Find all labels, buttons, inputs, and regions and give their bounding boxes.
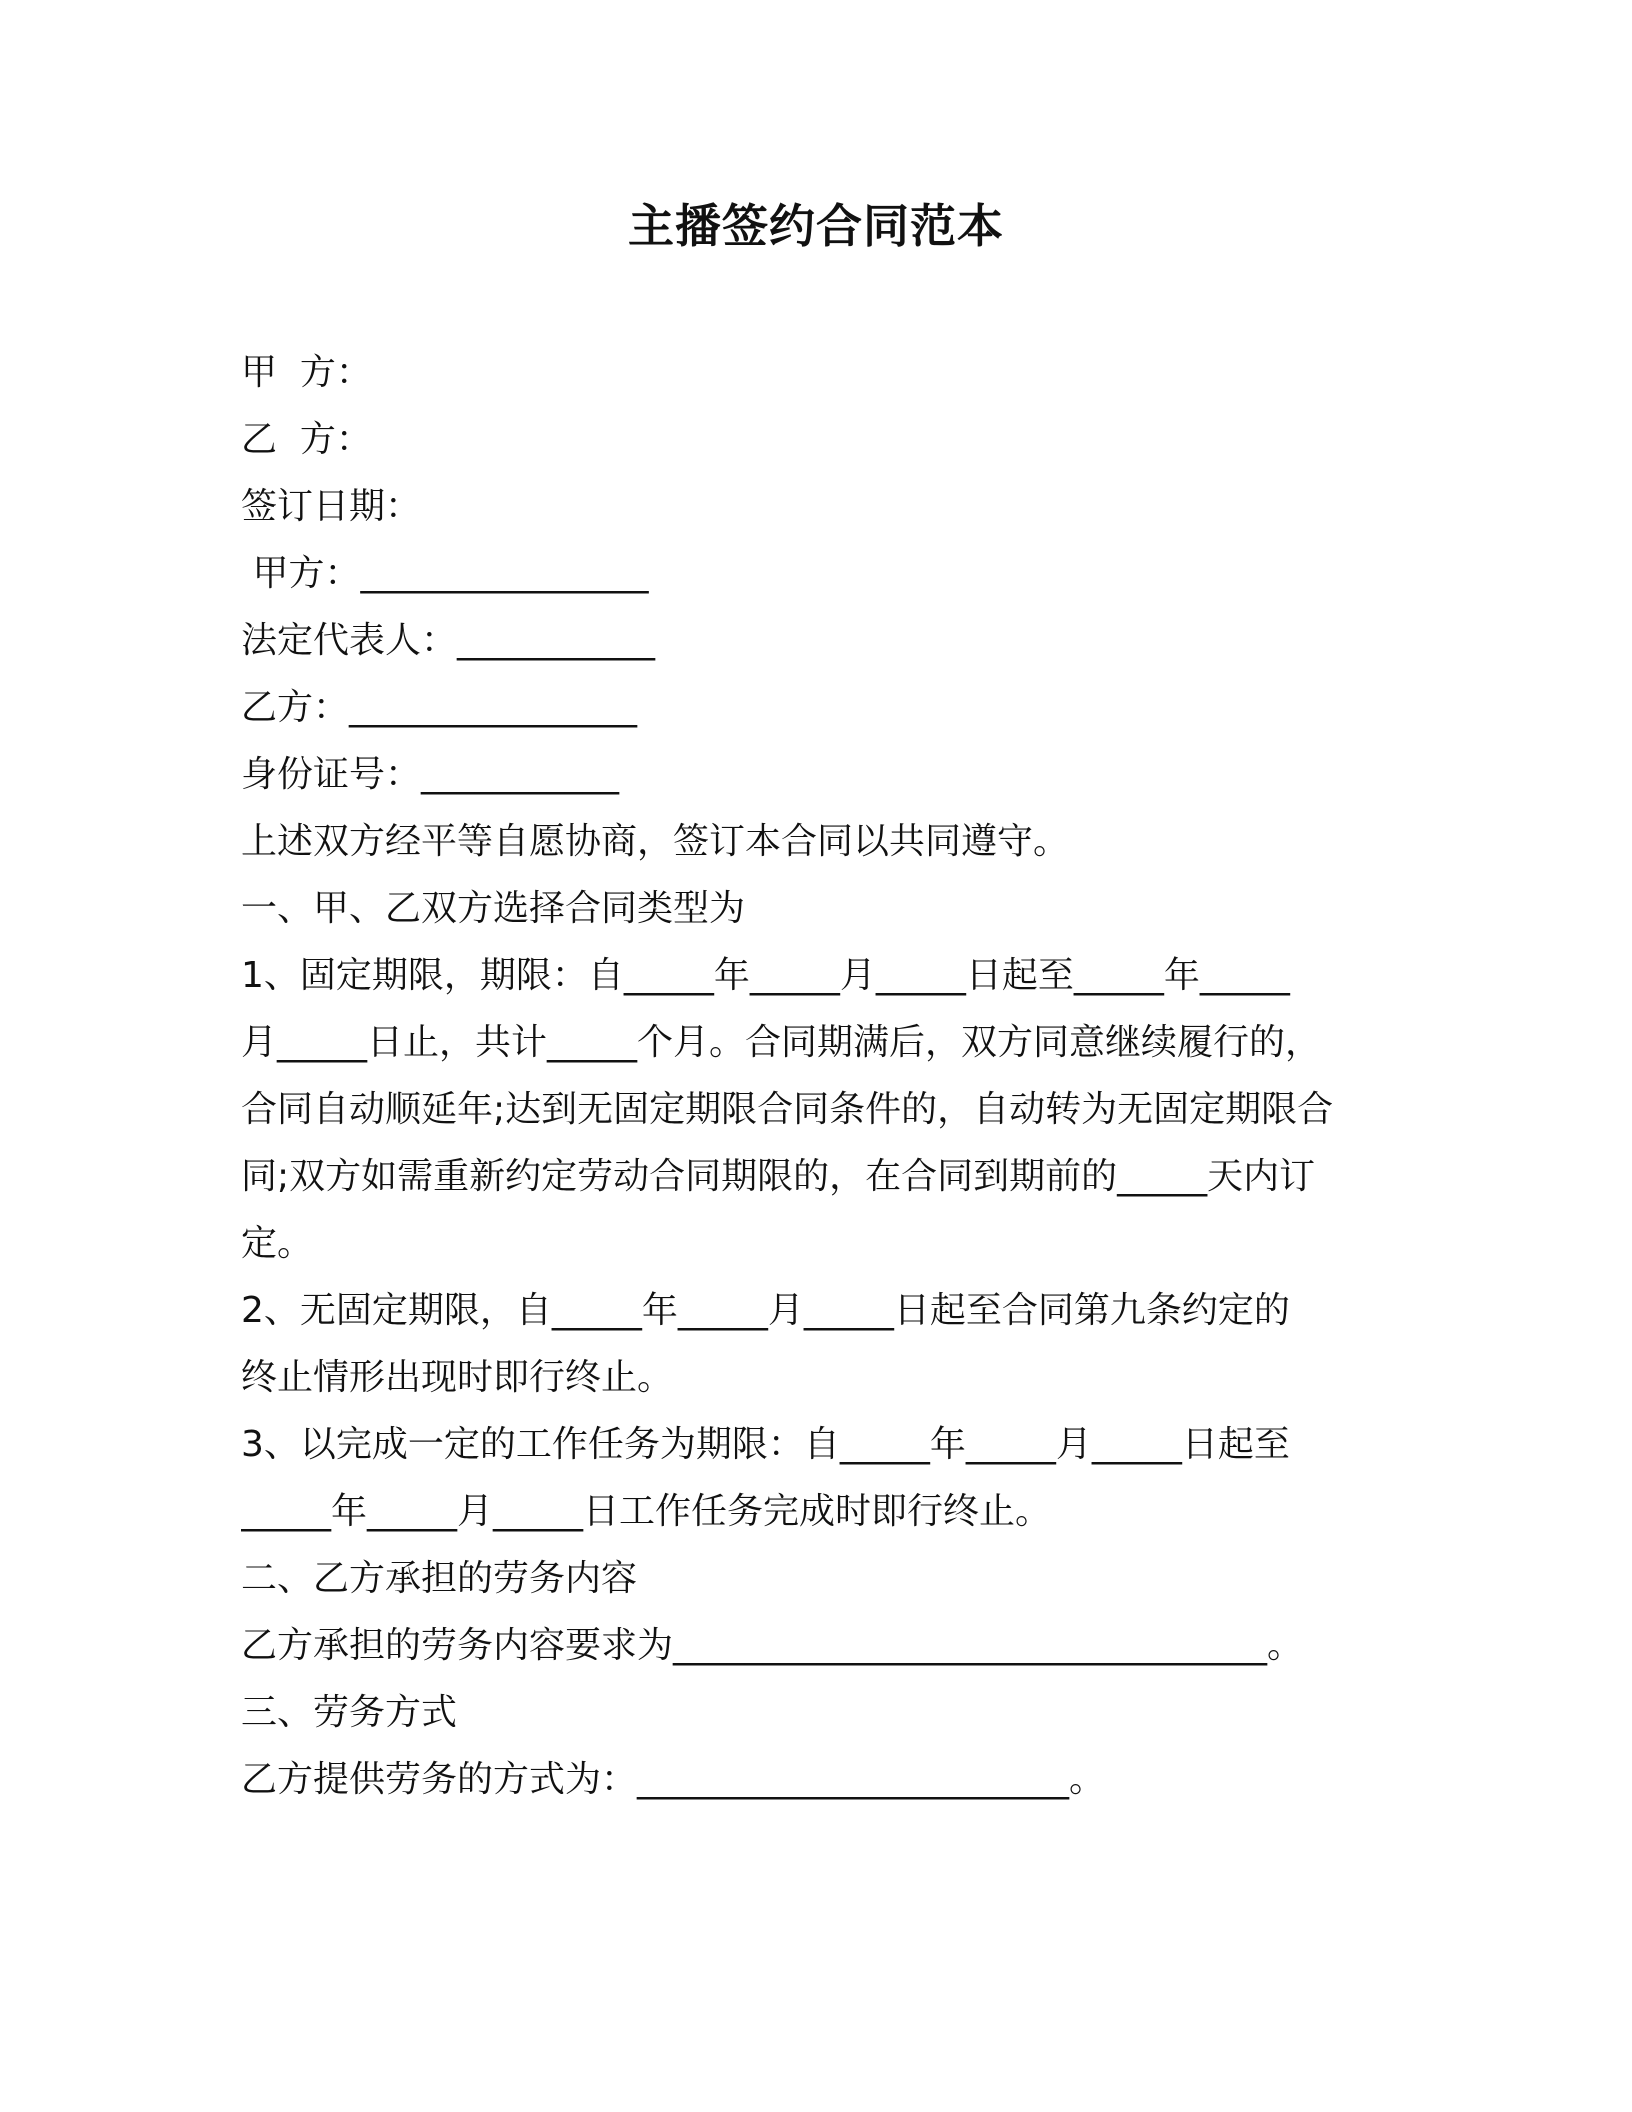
section-2-content: 乙方承担的劳务内容要求为_________________________________。 — [241, 1625, 1304, 1666]
section-3-heading: 三、劳务方式 — [241, 1692, 458, 1733]
section-1-heading: 一、甲、乙双方选择合同类型为 — [241, 888, 746, 929]
party-b-label: 乙 方： — [241, 419, 372, 460]
legal-representative-field: 法定代表人：___________ — [241, 620, 656, 661]
party-b-field: 乙方：________________ — [241, 687, 638, 728]
section-2-heading: 二、乙方承担的劳务内容 — [241, 1558, 638, 1599]
section-3-content: 乙方提供劳务的方式为：________________________。 — [241, 1759, 1106, 1800]
party-a-label: 甲 方： — [241, 352, 372, 393]
clause-1-line-4: 同;双方如需重新约定劳动合同期限的，在合同到期前的_____天内订 — [241, 1156, 1316, 1197]
clause-1-line-1: 1、固定期限，期限：自_____年_____月_____日起至_____年_____ — [241, 955, 1290, 996]
clause-1-line-3: 合同自动顺延年;达到无固定期限合同条件的，自动转为无固定期限合 — [241, 1089, 1334, 1130]
party-a-field: 甲方：________________ — [241, 553, 649, 594]
signing-date-label: 签订日期： — [241, 486, 422, 527]
clause-1-line-2: 月_____日止，共计_____个月。合同期满后，双方同意继续履行的， — [241, 1022, 1322, 1063]
agreement-intro: 上述双方经平等自愿协商，签订本合同以共同遵守。 — [241, 821, 1070, 862]
document-title: 主播签约合同范本 — [628, 199, 1004, 253]
clause-3-line-1: 3、以完成一定的工作任务为期限：自_____年_____月_____日起至 — [241, 1424, 1290, 1465]
clause-3-line-2: _____年_____月_____日工作任务完成时即行终止。 — [241, 1491, 1052, 1532]
clause-2-line-1: 2、无固定期限，自_____年_____月_____日起至合同第九条约定的 — [241, 1290, 1290, 1331]
id-number-field: 身份证号：___________ — [241, 754, 620, 795]
clause-2-line-2: 终止情形出现时即行终止。 — [241, 1357, 674, 1398]
document-body — [241, 339, 1401, 1813]
clause-1-line-5: 定。 — [241, 1223, 314, 1264]
